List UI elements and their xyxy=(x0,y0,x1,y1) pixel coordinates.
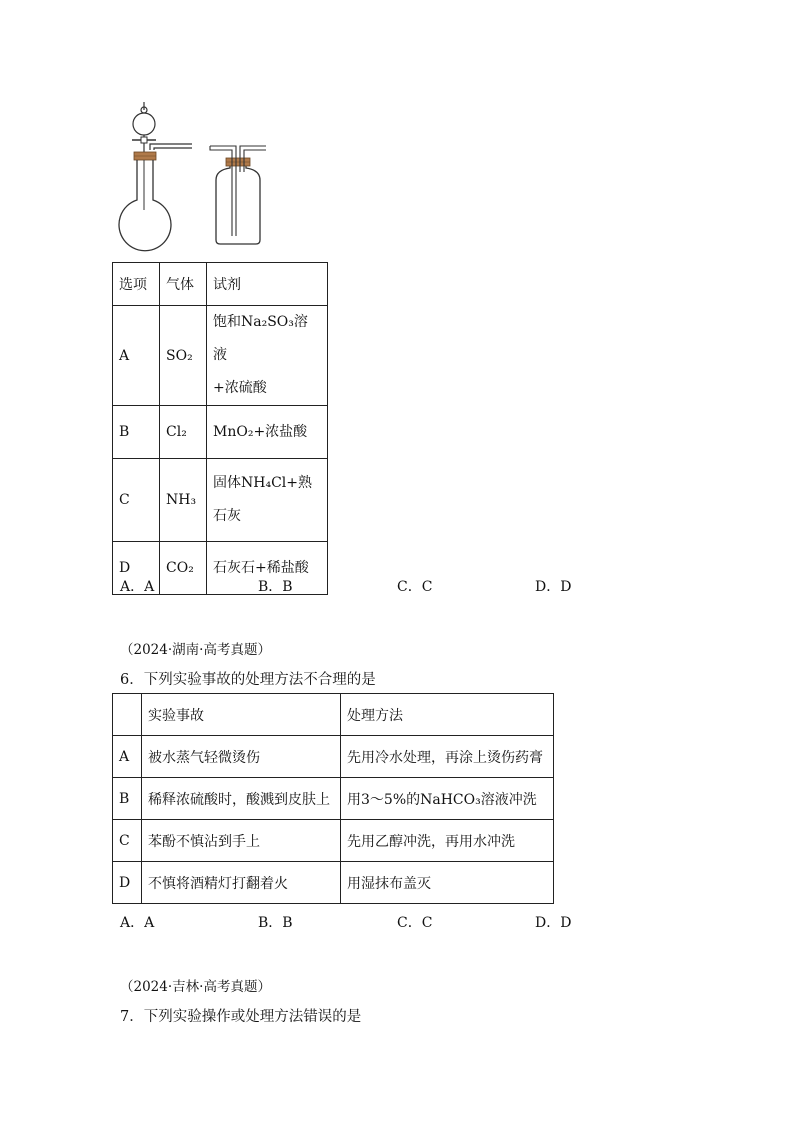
table-row xyxy=(113,820,554,862)
row-option: A xyxy=(113,306,160,406)
row-method: 用湿抹布盖灭 xyxy=(341,862,554,904)
row-accident: 不慎将酒精灯打翻着火 xyxy=(142,862,341,904)
choice-a[interactable]: A．A xyxy=(120,915,155,931)
row-reagent: 饱和Na₂SO₃溶液 +浓硫酸 xyxy=(207,306,328,406)
row-option: B xyxy=(113,406,160,459)
row-method: 先用乙醇冲洗，再用水冲洗 xyxy=(341,820,554,862)
row-option: C xyxy=(113,820,142,862)
row-method: 用3～5%的NaHCO₃溶液冲洗 xyxy=(341,778,554,820)
choice-c[interactable]: C．C xyxy=(397,915,433,931)
row-option: D xyxy=(113,542,160,595)
choice-b[interactable]: B．B xyxy=(258,915,293,931)
header-reagent: 试剂 xyxy=(207,263,328,306)
row-reagent: 石灰石+稀盐酸 xyxy=(207,542,328,595)
header-method: 处理方法 xyxy=(341,694,554,736)
table-header-row xyxy=(113,694,554,736)
row-gas: Cl₂ xyxy=(160,406,207,459)
choice-b[interactable]: B．B xyxy=(258,579,293,595)
table-header-row xyxy=(113,263,328,306)
header-gas: 气体 xyxy=(160,263,207,306)
table-row xyxy=(113,862,554,904)
table-row xyxy=(113,306,328,406)
row-gas: CO₂ xyxy=(160,542,207,595)
accident-handling-table xyxy=(112,693,554,904)
choice-a[interactable]: A．A xyxy=(120,579,155,595)
row-option: A xyxy=(113,736,142,778)
gas-generation-apparatus-icon xyxy=(112,100,282,256)
row-gas: NH₃ xyxy=(160,459,207,542)
row-accident: 苯酚不慎沾到手上 xyxy=(142,820,341,862)
question-stem: 7．下列实验操作或处理方法错误的是 xyxy=(120,1009,362,1025)
choice-d[interactable]: D．D xyxy=(535,579,572,595)
row-accident: 被水蒸气轻微烫伤 xyxy=(142,736,341,778)
table-row xyxy=(113,406,328,459)
choice-c[interactable]: C．C xyxy=(397,579,433,595)
row-option: D xyxy=(113,862,142,904)
row-reagent: MnO₂+浓盐酸 xyxy=(207,406,328,459)
row-accident: 稀释浓硫酸时，酸溅到皮肤上 xyxy=(142,778,341,820)
header-accident: 实验事故 xyxy=(142,694,341,736)
question-source: （2024·湖南·高考真题） xyxy=(120,642,271,658)
row-option: B xyxy=(113,778,142,820)
table-row xyxy=(113,459,328,542)
question-source: （2024·吉林·高考真题） xyxy=(120,979,271,995)
question-stem: 6．下列实验事故的处理方法不合理的是 xyxy=(120,672,376,688)
row-method: 先用冷水处理，再涂上烫伤药膏 xyxy=(341,736,554,778)
row-option: C xyxy=(113,459,160,542)
choice-d[interactable]: D．D xyxy=(535,915,572,931)
row-reagent: 固体NH₄Cl+熟 石灰 xyxy=(207,459,328,542)
table-row xyxy=(113,736,554,778)
table-row xyxy=(113,778,554,820)
header-option: 选项 xyxy=(113,263,160,306)
header-option xyxy=(113,694,142,736)
gas-reagent-table xyxy=(112,262,328,595)
row-gas: SO₂ xyxy=(160,306,207,406)
